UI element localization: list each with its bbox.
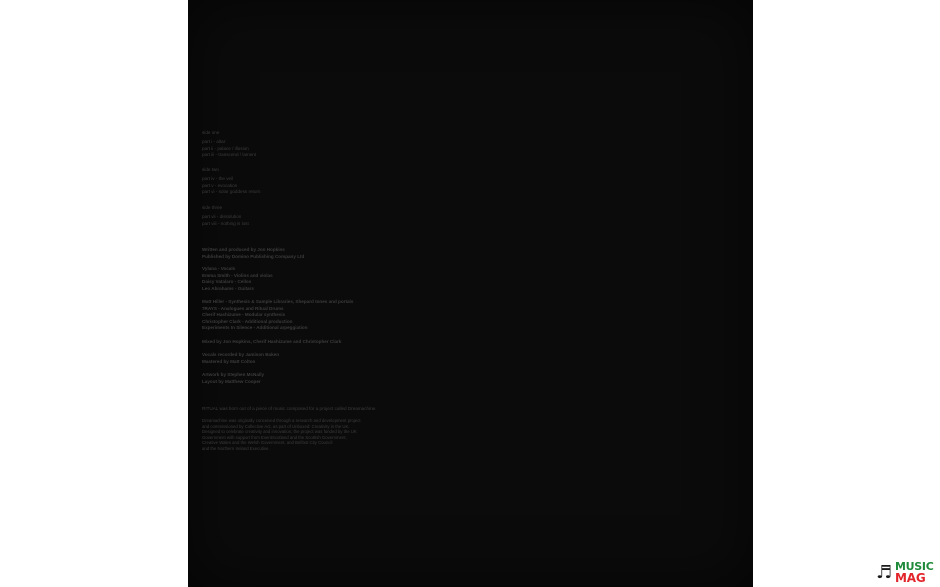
credit-line: Vylana - Vocals [202,266,236,271]
credit-line: Written and produced by Jon Hopkins [202,247,285,252]
music-mag-watermark [874,561,938,585]
notes-line: Designed to celebrate creativity and innovation, the project was funded by the UK [202,429,357,434]
record-sleeve [188,0,753,587]
notes-line: Dreamachine was originally conceived through a research and development project [202,418,361,423]
side-three-heading: side three [202,205,223,210]
credit-line: Leo Abrahams - Guitars [202,285,254,291]
credit-line: Artwork by Stephen McNally [202,372,265,377]
notes-line: and the Northern Ireland Executive. [202,445,270,451]
credit-line: Vocals recorded by Jamison Baken [202,352,280,357]
side-one-heading: side one [202,130,220,135]
credit-line: Published by Domino Publishing Company Ltd [202,253,305,259]
credit-line: Daisy Vatalaro - Cellos [202,279,252,284]
credit-line: Cherif Hashizume - Modular synthesis [202,312,286,317]
track-item: part ii - palace / illusion [202,145,249,151]
side-two-heading: side two [202,167,219,172]
credit-line: Layout by Matthew Cooper [202,378,261,384]
notes-intro: RITUAL was born out of a piece of music composed for a project called Dreamachine. [202,406,377,411]
track-item: part vi - solar goddess return [202,189,261,194]
track-item: part iv - the veil [202,176,234,181]
track-item: part iii - transcend / lament [202,152,257,157]
credit-line: 7RAYS - Analogues and Ritual Drums [202,305,284,311]
track-item: part v - evocation [202,182,238,188]
credit-line: Matt Hiller - Synthesis & Sample Libraries, Shepard tones and portals [202,299,354,304]
track-item: part viii - nothing is lost [202,220,249,226]
notes-line: and commissioned by Collective Act, as part of Unboxed: Creativity in the UK. [202,423,350,429]
notes-line: Creative Wales and the Welsh Government, and Belfast City Council [202,440,333,445]
watermark-line-2: MAG [895,571,926,585]
track-item: part vii - dissolution [202,214,242,219]
credit-line: Experiments In Silence - Additional arpeggiation [202,325,308,330]
notes-line: Government with support from EventScotland and the Scottish Government, [202,434,347,440]
credit-line: Mixed by Jon Hopkins, Cherif Hashizume and Christopher Clark [202,339,342,344]
watermark-line-1: MUSIC [895,560,934,573]
credit-line: Christopher Clark - Additional production [202,318,293,324]
musician-silhouette-icon: ♬ [876,562,893,583]
credit-line: Mastered by Matt Colton [202,358,256,364]
credit-line: Emma Smith - Violins and violas [202,272,273,278]
track-item: part i - altar [202,139,226,144]
